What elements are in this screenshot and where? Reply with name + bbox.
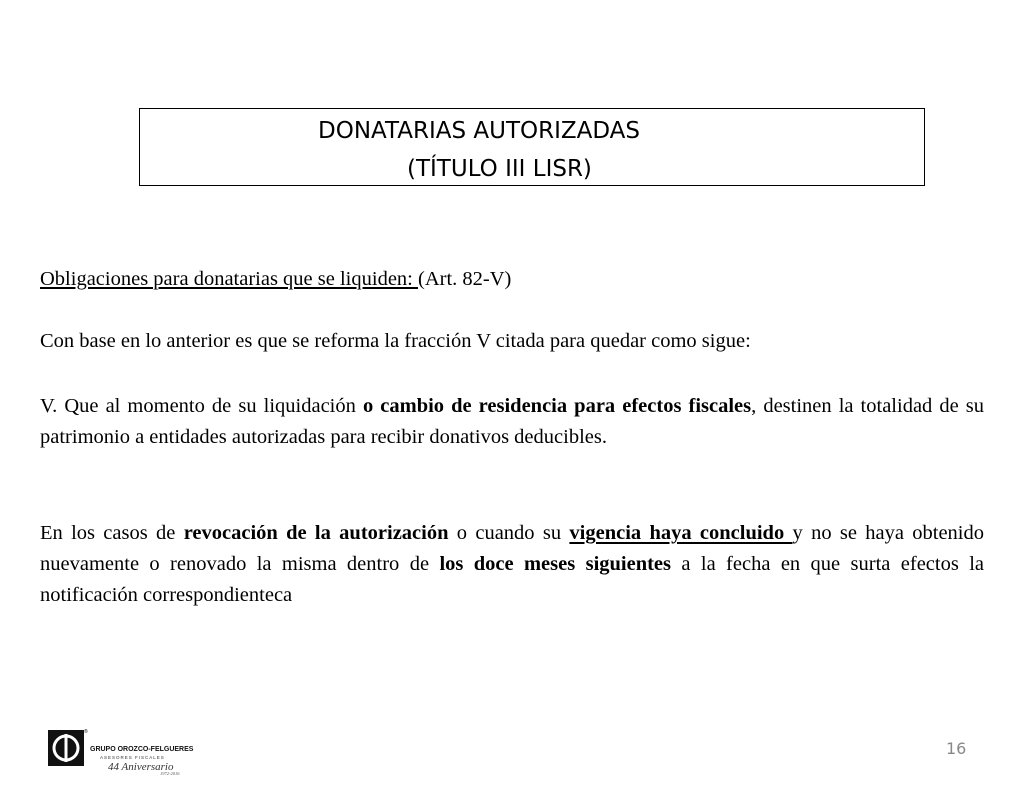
p3-text-1: V. Que al momento de su liquidación — [40, 395, 363, 417]
obligaciones-heading: Obligaciones para donatarias que se liquiden: — [40, 268, 418, 290]
logo-anniversary: 44 Aniversario — [108, 761, 174, 773]
p4-bold-1: revocación de la autorización — [183, 522, 449, 544]
p4-bold-2: los doce meses siguientes — [439, 553, 672, 575]
p4-text-3: y no se haya obtenido nuevamente o renovado la misma dentro de — [40, 522, 985, 575]
paragraph-revocacion — [40, 518, 984, 611]
paragraph-fraccion-v — [40, 391, 984, 453]
p4-text-4: a la fecha en que surta efectos la notificación correspondienteca — [40, 553, 984, 606]
page-number: 16 — [946, 739, 967, 758]
p4-text-1: En los casos de — [40, 522, 184, 544]
company-logo — [48, 727, 228, 777]
svg-text:®: ® — [84, 729, 88, 735]
article-reference: (Art. 82-V) — [418, 268, 512, 290]
title-box — [139, 108, 925, 186]
p3-bold-1: o cambio de residencia para efectos fiscales — [362, 395, 752, 417]
paragraph-reforma: Con base en lo anterior es que se reforma la fracción V citada para quedar como sigue: — [40, 330, 751, 352]
p4-text-2: o cuando su — [448, 522, 570, 544]
logo-company-name: GRUPO OROZCO-FELGUERES — [90, 746, 194, 753]
p3-text-2: , destinen la totalidad de su patrimonio a entidades autorizadas para recibir donativos deducibles. — [40, 395, 984, 448]
title-line-1: DONATARIAS AUTORIZADAS — [318, 118, 640, 144]
title-line-2: (TÍTULO III LISR) — [407, 156, 592, 182]
logo-years: 1972-2016 — [160, 771, 180, 776]
paragraph-obligaciones — [40, 264, 984, 295]
p4-underlined-bold: vigencia haya concluido — [569, 522, 793, 544]
logo-company-subtitle: ASESORES FISCALES — [100, 755, 165, 760]
